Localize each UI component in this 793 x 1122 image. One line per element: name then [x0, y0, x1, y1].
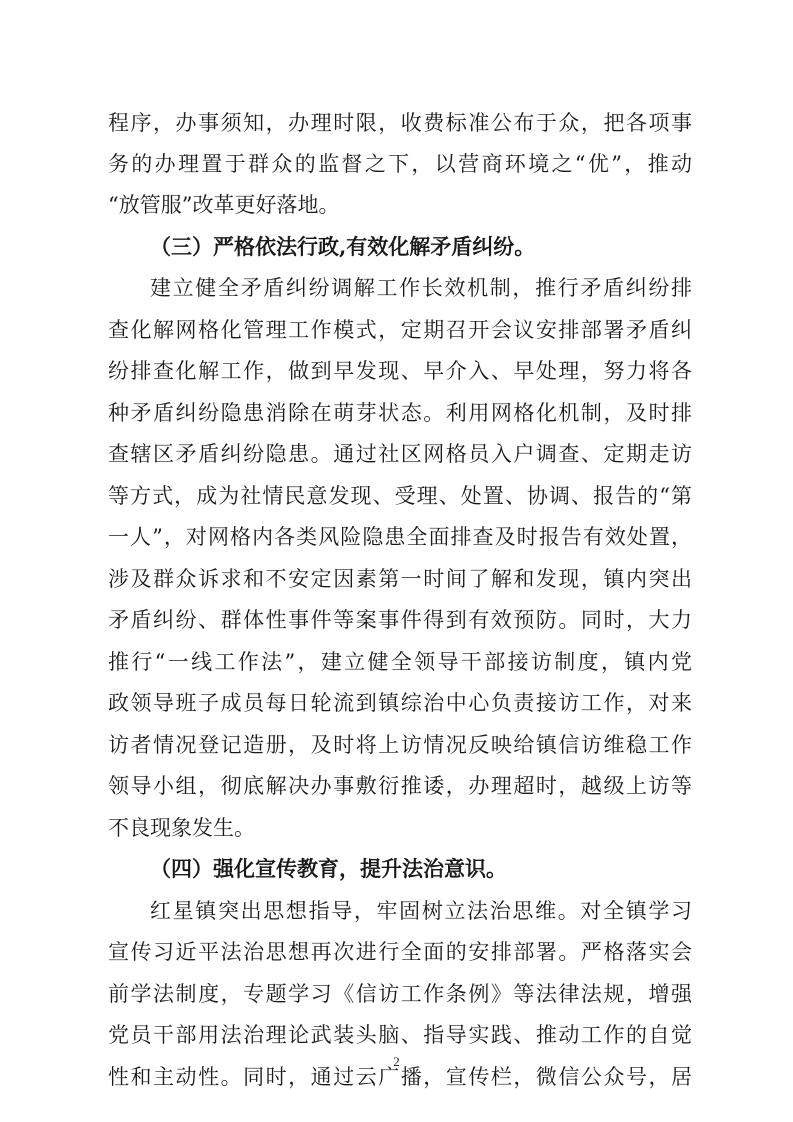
text-line: 推行“一线工作法”，建立健全领导干部接访制度，镇内党: [108, 650, 692, 674]
text-line: 一人”，对网格内各类风险隐患全面排查及时报告有效处置，: [108, 525, 692, 549]
text-line: 政领导班子成员每日轮流到镇综治中心负责接访工作，对来: [108, 691, 692, 715]
text-line: 访者情况登记造册，及时将上访情况反映给镇信访维稳工作: [108, 733, 692, 757]
text-line: 程序，办事须知，办理时限，收费标准公布于众，把各项事: [108, 111, 692, 135]
text-line: 纷排查化解工作，做到早发现、早介入、早处理，努力将各: [108, 359, 692, 383]
text-line: 查化解网格化管理工作模式，定期召开会议安排部署矛盾纠: [108, 318, 692, 342]
text-line: 党员干部用法治理论武装头脑、指导实践、推动工作的自觉: [108, 1023, 692, 1047]
text-line: 查辖区矛盾纠纷隐患。通过社区网格员入户调查、定期走访: [108, 442, 692, 466]
text-line: 性和主动性。同时，通过云广播，宣传栏，微信公众号，居: [108, 1065, 692, 1089]
text-line: 等方式，成为社情民意发现、受理、处置、协调、报告的“第: [108, 484, 692, 508]
text-line: 矛盾纠纷、群体性事件等案事件得到有效预防。同时，大力: [108, 608, 692, 632]
section-heading-4: （四）强化宣传教育，提升法治意识。: [150, 856, 507, 881]
paragraph-first-line: 红星镇突出思想指导，牢固树立法治思维。对全镇学习: [150, 899, 692, 923]
text-line: 务的办理置于群众的监督之下，以营商环境之“优”，推动: [108, 152, 692, 176]
section-heading-3: （三）严格依法行政,有效化解矛盾纠纷。: [150, 234, 536, 259]
text-line: 领导小组，彻底解决办事敷衍推诿，办理超时，越级上访等: [108, 774, 692, 798]
paragraph-first-line: 建立健全矛盾纠纷调解工作长效机制，推行矛盾纠纷排: [150, 276, 692, 300]
page-number: 2: [393, 1054, 400, 1069]
text-line: “放管服”改革更好落地。: [108, 193, 340, 217]
text-line: 前学法制度，专题学习《信访工作条例》等法律法规，增强: [108, 982, 692, 1006]
text-line: 宣传习近平法治思想再次进行全面的安排部署。严格落实会: [108, 940, 692, 964]
text-line: 不良现象发生。: [108, 816, 255, 840]
text-line: 涉及群众诉求和不安定因素第一时间了解和发现，镇内突出: [108, 567, 692, 591]
text-line: 种矛盾纠纷隐患消除在萌芽状态。利用网格化机制，及时排: [108, 401, 692, 425]
